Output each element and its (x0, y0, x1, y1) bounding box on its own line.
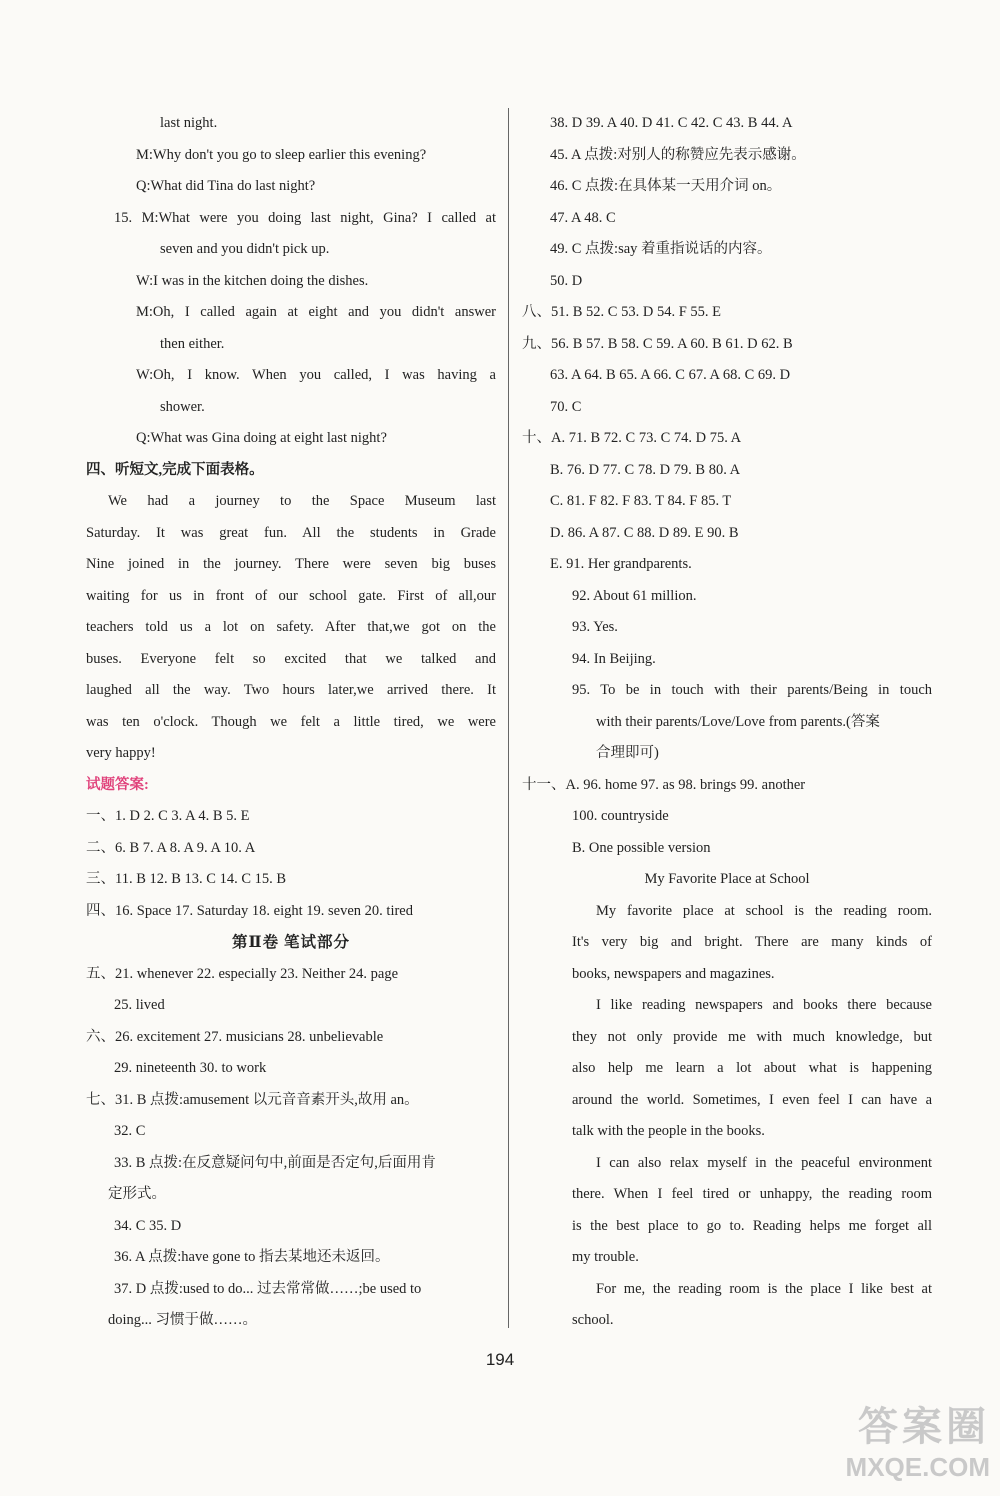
right-line: D. 86. A 87. C 88. D 89. E 90. B (550, 524, 739, 541)
right-line: 38. D 39. A 40. D 41. C 42. C 43. B 44. A (550, 115, 793, 131)
right-line: 49. C 点拨:say 着重指说话的内容。 (550, 241, 772, 257)
watermark-logo (800, 1395, 990, 1490)
right-line: E. 91. Her grandparents. (550, 556, 692, 572)
right-line: 93. Yes. (572, 619, 618, 635)
right-line: with their parents/Love/Love from parents.(答案 (596, 713, 880, 730)
right-line: 46. C 点拨:在具体某一天用介词 on。 (550, 178, 782, 194)
left-line: We had a journey to the Space Museum last (108, 493, 496, 509)
right-line: talk with the people in the books. (572, 1123, 765, 1139)
right-line: C. 81. F 82. F 83. T 84. F 85. T (550, 493, 732, 509)
right-line: 50. D (550, 272, 583, 289)
left-line: M:Why don't you go to sleep earlier this evening? (136, 146, 427, 163)
right-line: they not only provide me with much knowledge, but (572, 1028, 932, 1045)
left-line: W:I was in the kitchen doing the dishes. (136, 272, 369, 289)
left-line: Q:What was Gina doing at eight last night? (136, 430, 387, 446)
left-line: 四、16. Space 17. Saturday 18. eight 19. seven 20. tired (86, 902, 413, 919)
right-line: B. 76. D 77. C 78. D 79. B 80. A (550, 461, 741, 478)
left-line: 34. C 35. D (114, 1217, 182, 1234)
right-line: I like reading newspapers and books there because (596, 997, 932, 1013)
right-line: My favorite place at school is the reading room. (596, 902, 932, 919)
right-column (522, 108, 932, 1337)
right-line: around the world. Sometimes, I even feel I can have a (572, 1091, 932, 1108)
right-line: 70. C (550, 398, 582, 415)
left-line: 第Ⅱ卷 笔试部分 (232, 934, 350, 951)
column-divider (508, 108, 509, 1328)
right-line: 九、56. B 57. B 58. C 59. A 60. B 61. D 62. B (522, 335, 793, 352)
right-line: B. One possible version (572, 839, 711, 856)
left-line: teachers told us a lot on safety. After that,we got on the (86, 619, 496, 635)
left-column (86, 108, 496, 1337)
right-line: 92. About 61 million. (572, 587, 697, 604)
right-line: 95. To be in touch with their parents/Being in touch (572, 682, 932, 698)
left-line: seven and you didn't pick up. (160, 241, 330, 257)
left-line: shower. (160, 398, 205, 415)
left-line: 33. B 点拨:在反意疑问句中,前面是否定句,后面用肯 (114, 1154, 436, 1171)
left-line: 25. lived (114, 997, 165, 1013)
left-line: then either. (160, 335, 225, 352)
left-line: 三、11. B 12. B 13. C 14. C 15. B (86, 871, 287, 887)
left-line: waiting for us in front of our school gate. First of all,our (86, 587, 496, 604)
left-line: laughed all the way. Two hours later,we arrived there. It (86, 682, 496, 698)
right-line: 十一、A. 96. home 97. as 98. brings 99. another (522, 776, 806, 793)
left-line: 五、21. whenever 22. especially 23. Neither 24. page (86, 965, 399, 982)
left-line: 试题答案: (86, 776, 149, 793)
right-line: 63. A 64. B 65. A 66. C 67. A 68. C 69. D (550, 367, 791, 383)
right-line: also help me learn a lot about what is happening (572, 1060, 932, 1076)
right-line: 100. countryside (572, 808, 669, 824)
left-line: W:Oh, I know. When you called, I was having a (136, 367, 496, 383)
left-line: Nine joined in the journey. There were seven big buses (86, 556, 496, 572)
left-line: Q:What did Tina do last night? (136, 178, 316, 194)
right-line: For me, the reading room is the place I like best at (596, 1280, 932, 1297)
left-line: M:Oh, I called again at eight and you didn't answer (136, 304, 496, 320)
right-line: school. (572, 1312, 614, 1328)
watermark-line1: 答案圈 (858, 1405, 990, 1449)
left-line: 二、6. B 7. A 8. A 9. A 10. A (86, 839, 256, 856)
left-line: was ten o'clock. Though we felt a little tired, we were (86, 713, 496, 730)
left-line: very happy! (86, 745, 156, 761)
right-line: I can also relax myself in the peaceful environment (596, 1154, 932, 1171)
right-line: 十、A. 71. B 72. C 73. C 74. D 75. A (522, 430, 742, 446)
left-line: 定形式。 (108, 1186, 166, 1202)
right-line: is the best place to go to. Reading helps me forget all (572, 1217, 932, 1234)
right-line: 合理即可) (596, 745, 659, 761)
left-line: 六、26. excitement 27. musicians 28. unbelievable (86, 1028, 384, 1045)
left-line: last night. (160, 115, 218, 131)
right-line: It's very big and bright. There are many kinds of (572, 934, 932, 950)
left-line: 29. nineteenth 30. to work (114, 1060, 267, 1076)
right-line: 47. A 48. C (550, 209, 616, 226)
left-line: buses. Everyone felt so excited that we talked and (86, 650, 496, 667)
left-line: 32. C (114, 1123, 146, 1139)
left-line: 四、听短文,完成下面表格。 (86, 461, 264, 478)
left-line: Saturday. It was great fun. All the students in Grade (86, 524, 496, 541)
left-line: 七、31. B 点拨:amusement 以元音音素开头,故用 an。 (86, 1091, 419, 1108)
right-line: My Favorite Place at School (644, 871, 810, 887)
right-line: 八、51. B 52. C 53. D 54. F 55. E (522, 304, 721, 320)
page-number: 194 (485, 1350, 515, 1369)
right-line: there. When I feel tired or unhappy, the reading room (572, 1186, 932, 1202)
left-line: 15. M:What were you doing last night, Gina? I called at (114, 209, 496, 226)
right-line: books, newspapers and magazines. (572, 965, 775, 982)
left-line: 37. D 点拨:used to do... 过去常常做……;be used to (114, 1280, 422, 1297)
right-line: 94. In Beijing. (572, 650, 656, 667)
left-line: 36. A 点拨:have gone to 指去某地还未返回。 (114, 1249, 390, 1265)
right-line: my trouble. (572, 1249, 639, 1265)
watermark-line2: MXQE.COM (845, 1452, 990, 1482)
right-line: 45. A 点拨:对别人的称赞应先表示感谢。 (550, 146, 806, 163)
left-line: doing... 习惯于做……。 (108, 1312, 258, 1328)
left-line: 一、1. D 2. C 3. A 4. B 5. E (86, 808, 250, 824)
